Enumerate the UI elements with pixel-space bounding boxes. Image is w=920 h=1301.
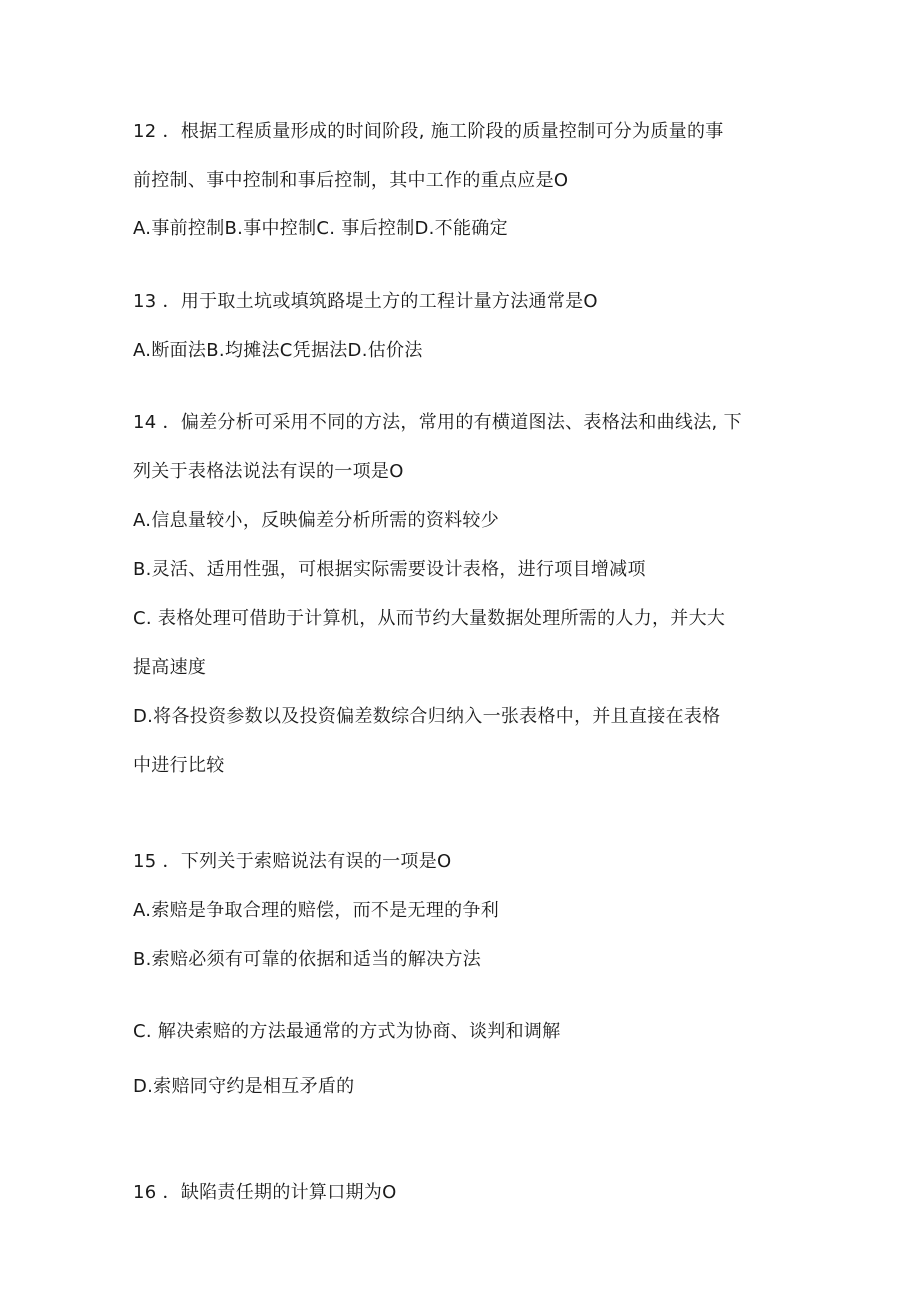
question-14-option-c-line-2: 提高速度 <box>133 657 207 678</box>
question-16-text: 16 ．缺陷责任期的计算口期为O <box>133 1182 397 1203</box>
question-15-text: 15 ．下列关于索赔说法有误的一项是O <box>133 851 452 872</box>
question-12-options: A.事前控制B.事中控制C. 事后控制D.不能确定 <box>133 218 508 239</box>
question-14-option-a: A.信息量较小，反映偏差分析所需的资料较少 <box>133 510 500 531</box>
question-12-text-line-1: 12 ．根据工程质量形成的时间阶段, 施工阶段的质量控制可分为质量的事 <box>133 121 724 142</box>
question-14-option-c-line-1: C. 表格处理可借助于计算机，从而节约大量数据处理所需的人力，并大大 <box>133 608 726 629</box>
question-15-option-b: B.索赔必须有可靠的依据和适当的解决方法 <box>133 949 482 970</box>
question-13-text: 13 ．用于取土坑或填筑路堤土方的工程计量方法通常是O <box>133 291 598 312</box>
question-12-text-line-2: 前控制、事中控制和事后控制，其中工作的重点应是O <box>133 170 569 191</box>
question-14-option-b: B.灵活、适用性强，可根据实际需要设计表格，进行项目增减项 <box>133 559 646 580</box>
question-13-options: A.断面法B.均摊法C凭据法D.估价法 <box>133 340 423 361</box>
question-14-option-d-line-1: D.将各投资参数以及投资偏差数综合归纳入一张表格中，并且直接在表格 <box>133 706 721 727</box>
question-15-option-a: A.索赔是争取合理的赔偿，而不是无理的争利 <box>133 900 500 921</box>
question-14-option-d-line-2: 中进行比较 <box>133 755 225 776</box>
question-14-text-line-1: 14 ．偏差分析可采用不同的方法，常用的有横道图法、表格法和曲线法, 下 <box>133 412 742 433</box>
question-15-option-d: D.索赔同守约是相互矛盾的 <box>133 1076 355 1097</box>
question-15-option-c: C. 解决索赔的方法最通常的方式为协商、谈判和调解 <box>133 1021 561 1042</box>
question-14-text-line-2: 列关于表格法说法有误的一项是O <box>133 461 404 482</box>
